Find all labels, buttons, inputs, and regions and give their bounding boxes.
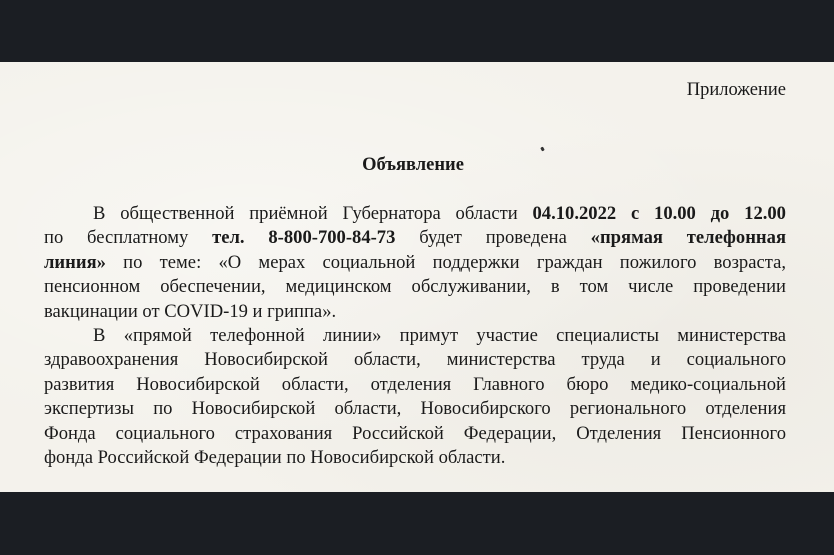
paragraph-2 — [44, 324, 786, 470]
paragraph-1-line-3: линия» по теме: «О мерах социальной поддержки граждан пожилого возраста, — [44, 251, 786, 273]
paragraph-2-line-5: Фонда социального страхования Российской Федерации, Отделения Пенсионного — [44, 422, 786, 444]
hotline-name-start: «прямая телефонная — [590, 227, 786, 249]
paragraph-2-line-2: здравоохранения Новосибирской области, министерства труда и социального — [44, 349, 786, 371]
paper-speck — [540, 147, 545, 152]
appendix-label: Приложение — [686, 80, 786, 100]
paragraph-2-line-1: В «прямой телефонной линии» примут участие специалисты министерства — [93, 325, 786, 347]
paragraph-1-line-2: по бесплатному тел. 8-800-700-84-73 будет проведена «прямая телефонная — [44, 227, 786, 249]
paragraph-2-line-3: развития Новосибирской области, отделения Главного бюро медико-социальной — [44, 373, 786, 395]
paragraph-1-line-5: вакцинации от COVID-19 и гриппа». — [44, 300, 337, 322]
paragraph-2-line-4: экспертизы по Новосибирской области, Новосибирского регионального отделения — [44, 398, 786, 420]
date-time-range: 04.10.2022 с 10.00 до 12.00 — [532, 203, 786, 224]
phone-number: тел. 8-800-700-84-73 — [212, 227, 396, 249]
document-body — [44, 202, 786, 470]
paragraph-2-line-6: фонда Российской Федерации по Новосибирской области. — [44, 447, 506, 469]
paragraph-1 — [44, 202, 786, 324]
document-page — [0, 62, 834, 492]
paragraph-1-line-4: пенсионном обеспечении, медицинском обслуживании, в том числе проведении — [44, 276, 786, 298]
paragraph-1-line-1: В общественной приёмной Губернатора области 04.10.2022 с 10.00 до 12.00 — [93, 203, 786, 224]
hotline-name-end: линия» — [44, 251, 106, 273]
document-title: Объявление — [362, 155, 464, 175]
